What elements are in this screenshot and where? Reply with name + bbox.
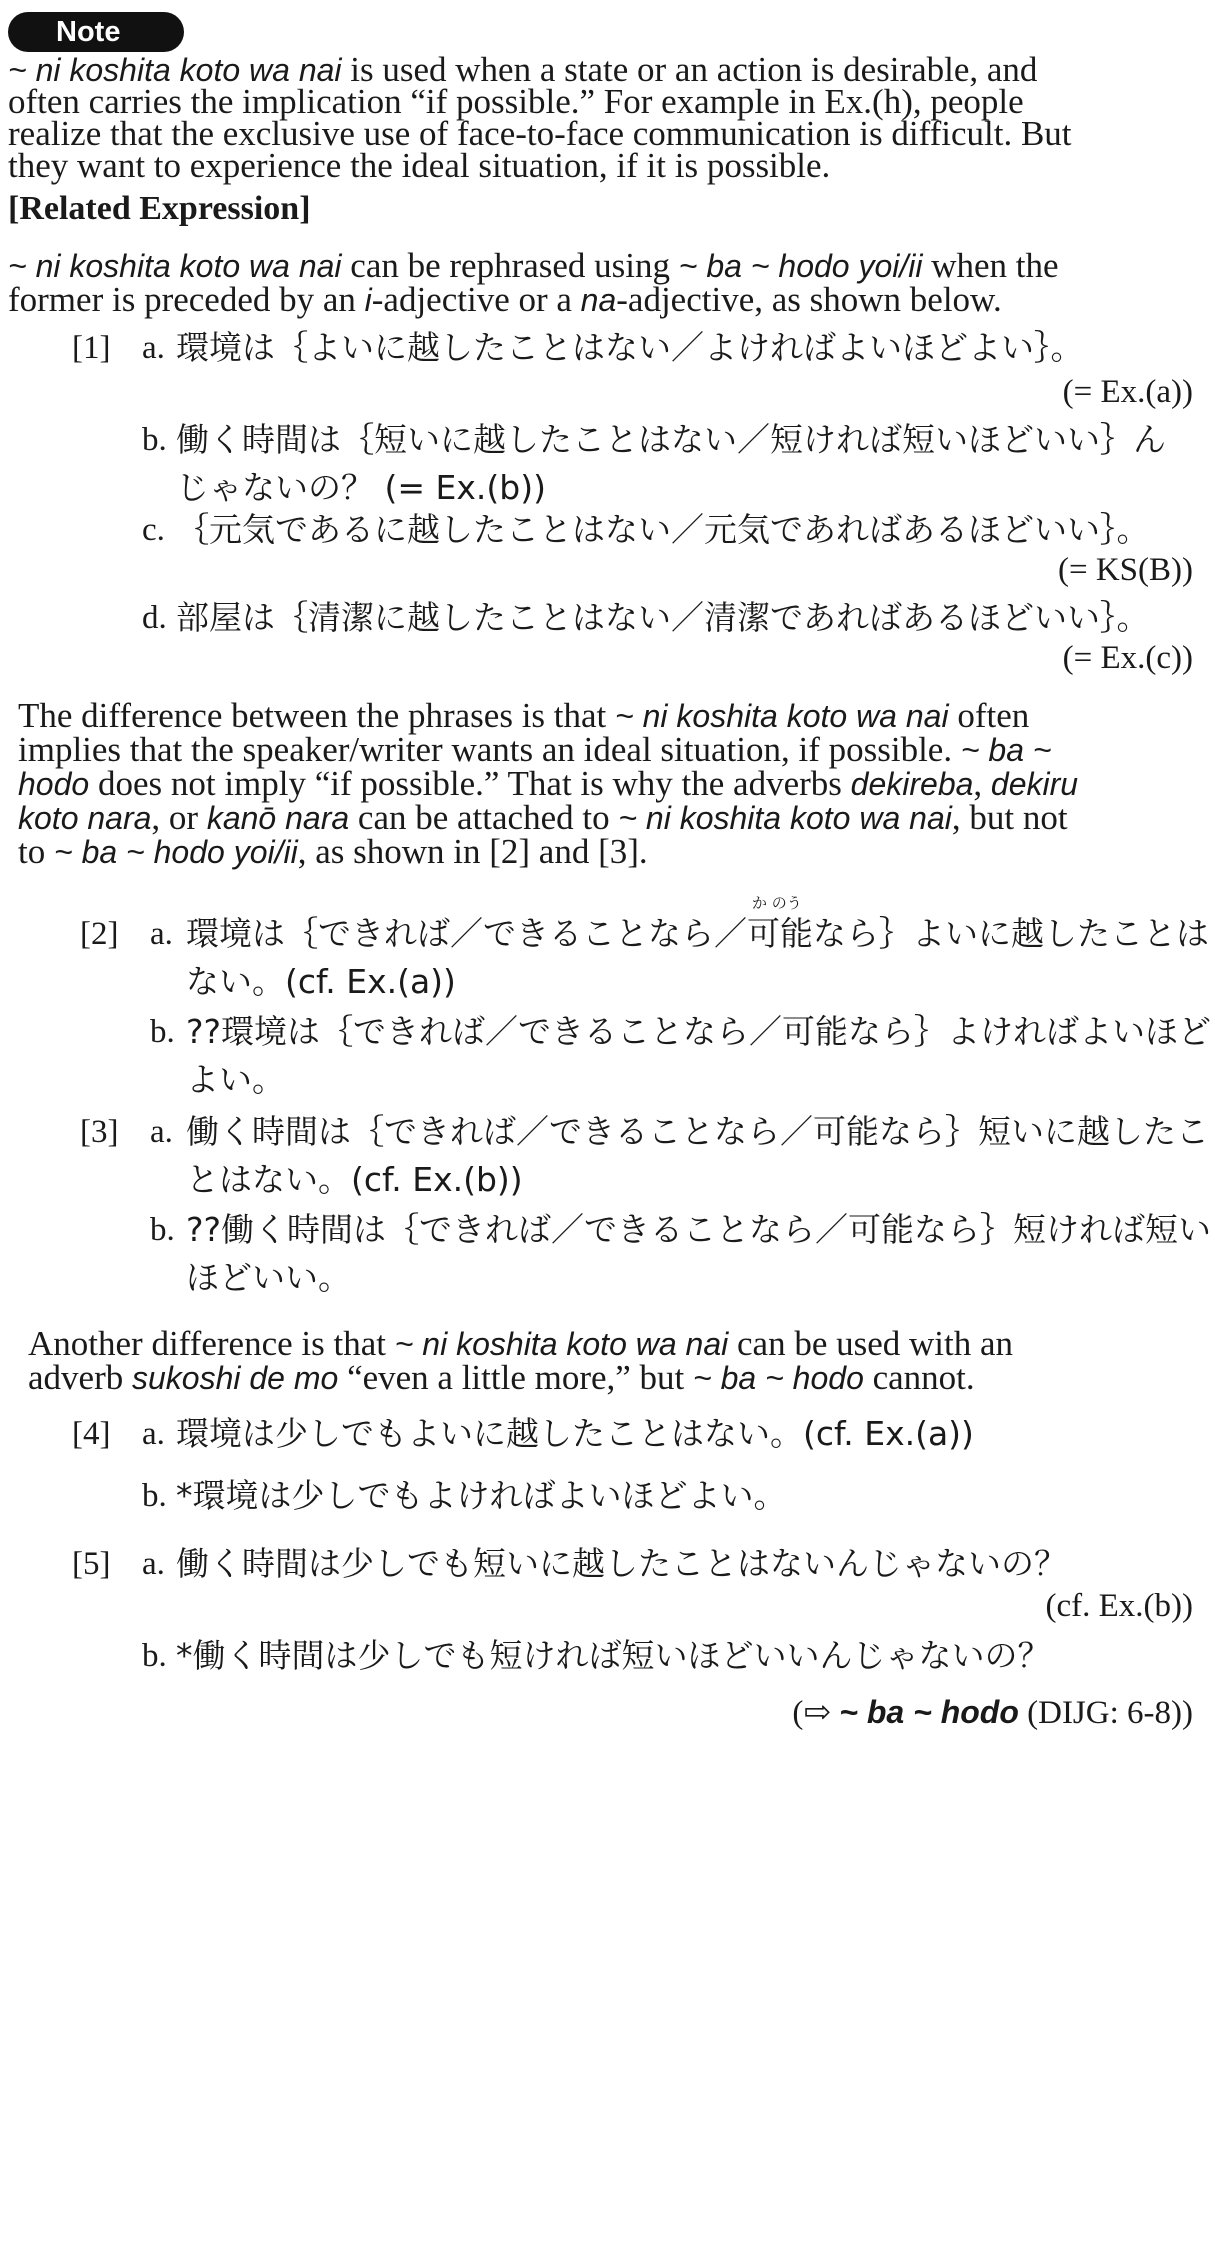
example-number: [4] [72,1416,111,1452]
example-sentence: 働く時間は少しでも短いに越したことはないんじゃないの？ [176,1544,1067,1583]
expression-term: ~ ni koshita koto wa nai [618,800,952,836]
expression-term: dekiru [990,766,1079,802]
difference-line-7 [28,1356,975,1400]
example-number: [2] [80,916,119,952]
difference-text: cannot. [863,1358,975,1397]
difference-text: often [948,696,1030,735]
example-label: b. [142,422,167,458]
example-reference: (= Ex.(c)) [1062,640,1193,676]
expression-term: i [364,282,372,318]
expression-term: na [580,282,617,318]
difference-text: does not imply “if possible.” That is why the adverbs [89,764,851,803]
difference-text: , or [151,798,207,837]
difference-text: “even a little more,” but [338,1358,694,1397]
example-sentence: 働く時間は｛短いに越したことはない／短ければ短いほどいい｝ん [176,420,1166,459]
example-sentence: ｛元気であるに越したことはない／元気であればあるほどいい｝。 [176,510,1150,549]
reference-text: (DIJG: 6-8)) [1018,1695,1193,1731]
expression-term: dekireba [850,766,974,802]
expression-term: ~ ni koshita koto wa nai [394,1326,729,1362]
example-reference: (cf. Ex.(b)) [1045,1588,1193,1624]
difference-text: adverb [28,1358,132,1397]
example-label: b. [142,1478,167,1514]
expression-term: kanō nara [206,800,350,836]
expression-term: sukoshi de mo [131,1360,339,1396]
difference-text: , as shown in [2] and [3]. [297,832,648,871]
example-sentence-continued: ほどいい。 [186,1258,351,1297]
example-sentence-continued: よい。 [186,1060,285,1099]
example-label: a. [150,916,173,952]
example-number: [1] [72,330,111,366]
note-line-4: they want to experience the ideal situation, if it is possible. [8,146,831,185]
note-badge: Note [8,12,184,52]
example-label: a. [150,1114,173,1150]
example-sentence: 環境は｛よいに越したことはない／よければよいほどよい｝。 [176,328,1084,367]
example-label: b. [142,1638,167,1674]
difference-text: Another difference is that [28,1324,395,1363]
furigana: か のう [752,894,802,912]
example-number: [5] [72,1546,111,1582]
expression-term: ~ ba ~ hodo [839,1694,1019,1730]
expression-term: koto nara [18,800,152,836]
expression-term: ~ ba ~ [960,732,1052,768]
difference-text: implies that the speaker/writer wants an ideal situation, if possible. [18,730,961,769]
example-label: b. [150,1014,175,1050]
difference-text: , [973,764,991,803]
example-label: d. [142,600,167,636]
example-sentence: ??環境は｛できれば／できることなら／可能なら｝よければよいほど [186,1012,1212,1051]
example-sentence: 部屋は｛清潔に越したことはない／清潔であればあるほどいい｝。 [176,598,1150,637]
example-sentence-continued: じゃないの？ (= Ex.(b)) [176,468,546,507]
difference-text: The difference between the phrases is that [18,696,616,735]
expression-term: hodo [18,766,90,802]
note-text: is used when a state or an action is desirable, and [341,50,1038,89]
expression-term: ~ ba ~ hodo [693,1360,864,1396]
difference-text: can be used with an [728,1324,1014,1363]
example-sentence: 働く時間は｛できれば／できることなら／可能なら｝短いに越したこ [186,1112,1209,1151]
intro-text: former is preceded by an [8,280,365,319]
note-line-3: realize that the exclusive use of face-to-face communication is difficult. But [8,114,1072,153]
example-label: a. [142,1546,165,1582]
example-reference: (= KS(B)) [1057,552,1193,588]
intro-text: -adjective or a [371,280,581,319]
example-label: c. [142,512,165,548]
expression-term: ~ ba ~ hodo yoi/ii [53,834,298,870]
expression-term: ~ ni koshita koto wa nai [615,698,949,734]
example-sentence: *環境は少しでもよければよいほどよい。 [176,1476,787,1515]
note-line-2: often carries the implication “if possible.” For example in Ex.(h), people [8,82,1024,121]
intro-text: when the [922,246,1059,285]
example-sentence-continued: ない。(cf. Ex.(a)) [186,962,456,1001]
intro-text: can be rephrased using [341,246,679,285]
example-label: a. [142,330,165,366]
example-reference: (= Ex.(a)) [1062,374,1193,410]
expression-term: ~ ba ~ hodo yoi/ii [678,248,923,284]
arrow-icon: (⇨ [792,1695,840,1731]
intro-line-2 [8,278,1002,322]
cross-reference [792,1690,1193,1735]
example-sentence: 環境は少しでもよいに越したことはない。(cf. Ex.(a)) [176,1414,974,1453]
example-sentence: 環境は｛できれば／できることなら／可能なら｝よいに越したことは [186,914,1209,953]
expression-term: ~ ni koshita koto wa nai [8,248,342,284]
difference-line-5 [18,830,648,874]
example-sentence-continued: とはない。(cf. Ex.(b)) [186,1160,523,1199]
expression-term: ~ ni koshita koto wa nai [8,52,342,88]
example-sentence: *働く時間は少しでも短ければ短いほどいいんじゃないの？ [176,1636,1051,1675]
example-number: [3] [80,1114,119,1150]
example-label: b. [150,1212,175,1248]
difference-text: can be attached to [349,798,619,837]
difference-text: , but not [951,798,1068,837]
difference-text: to [18,832,54,871]
related-expression-heading: [Related Expression] [8,190,311,227]
intro-text: -adjective, as shown below. [616,280,1002,319]
example-label: a. [142,1416,165,1452]
example-sentence: ??働く時間は｛できれば／できることなら／可能なら｝短ければ短い [186,1210,1212,1249]
